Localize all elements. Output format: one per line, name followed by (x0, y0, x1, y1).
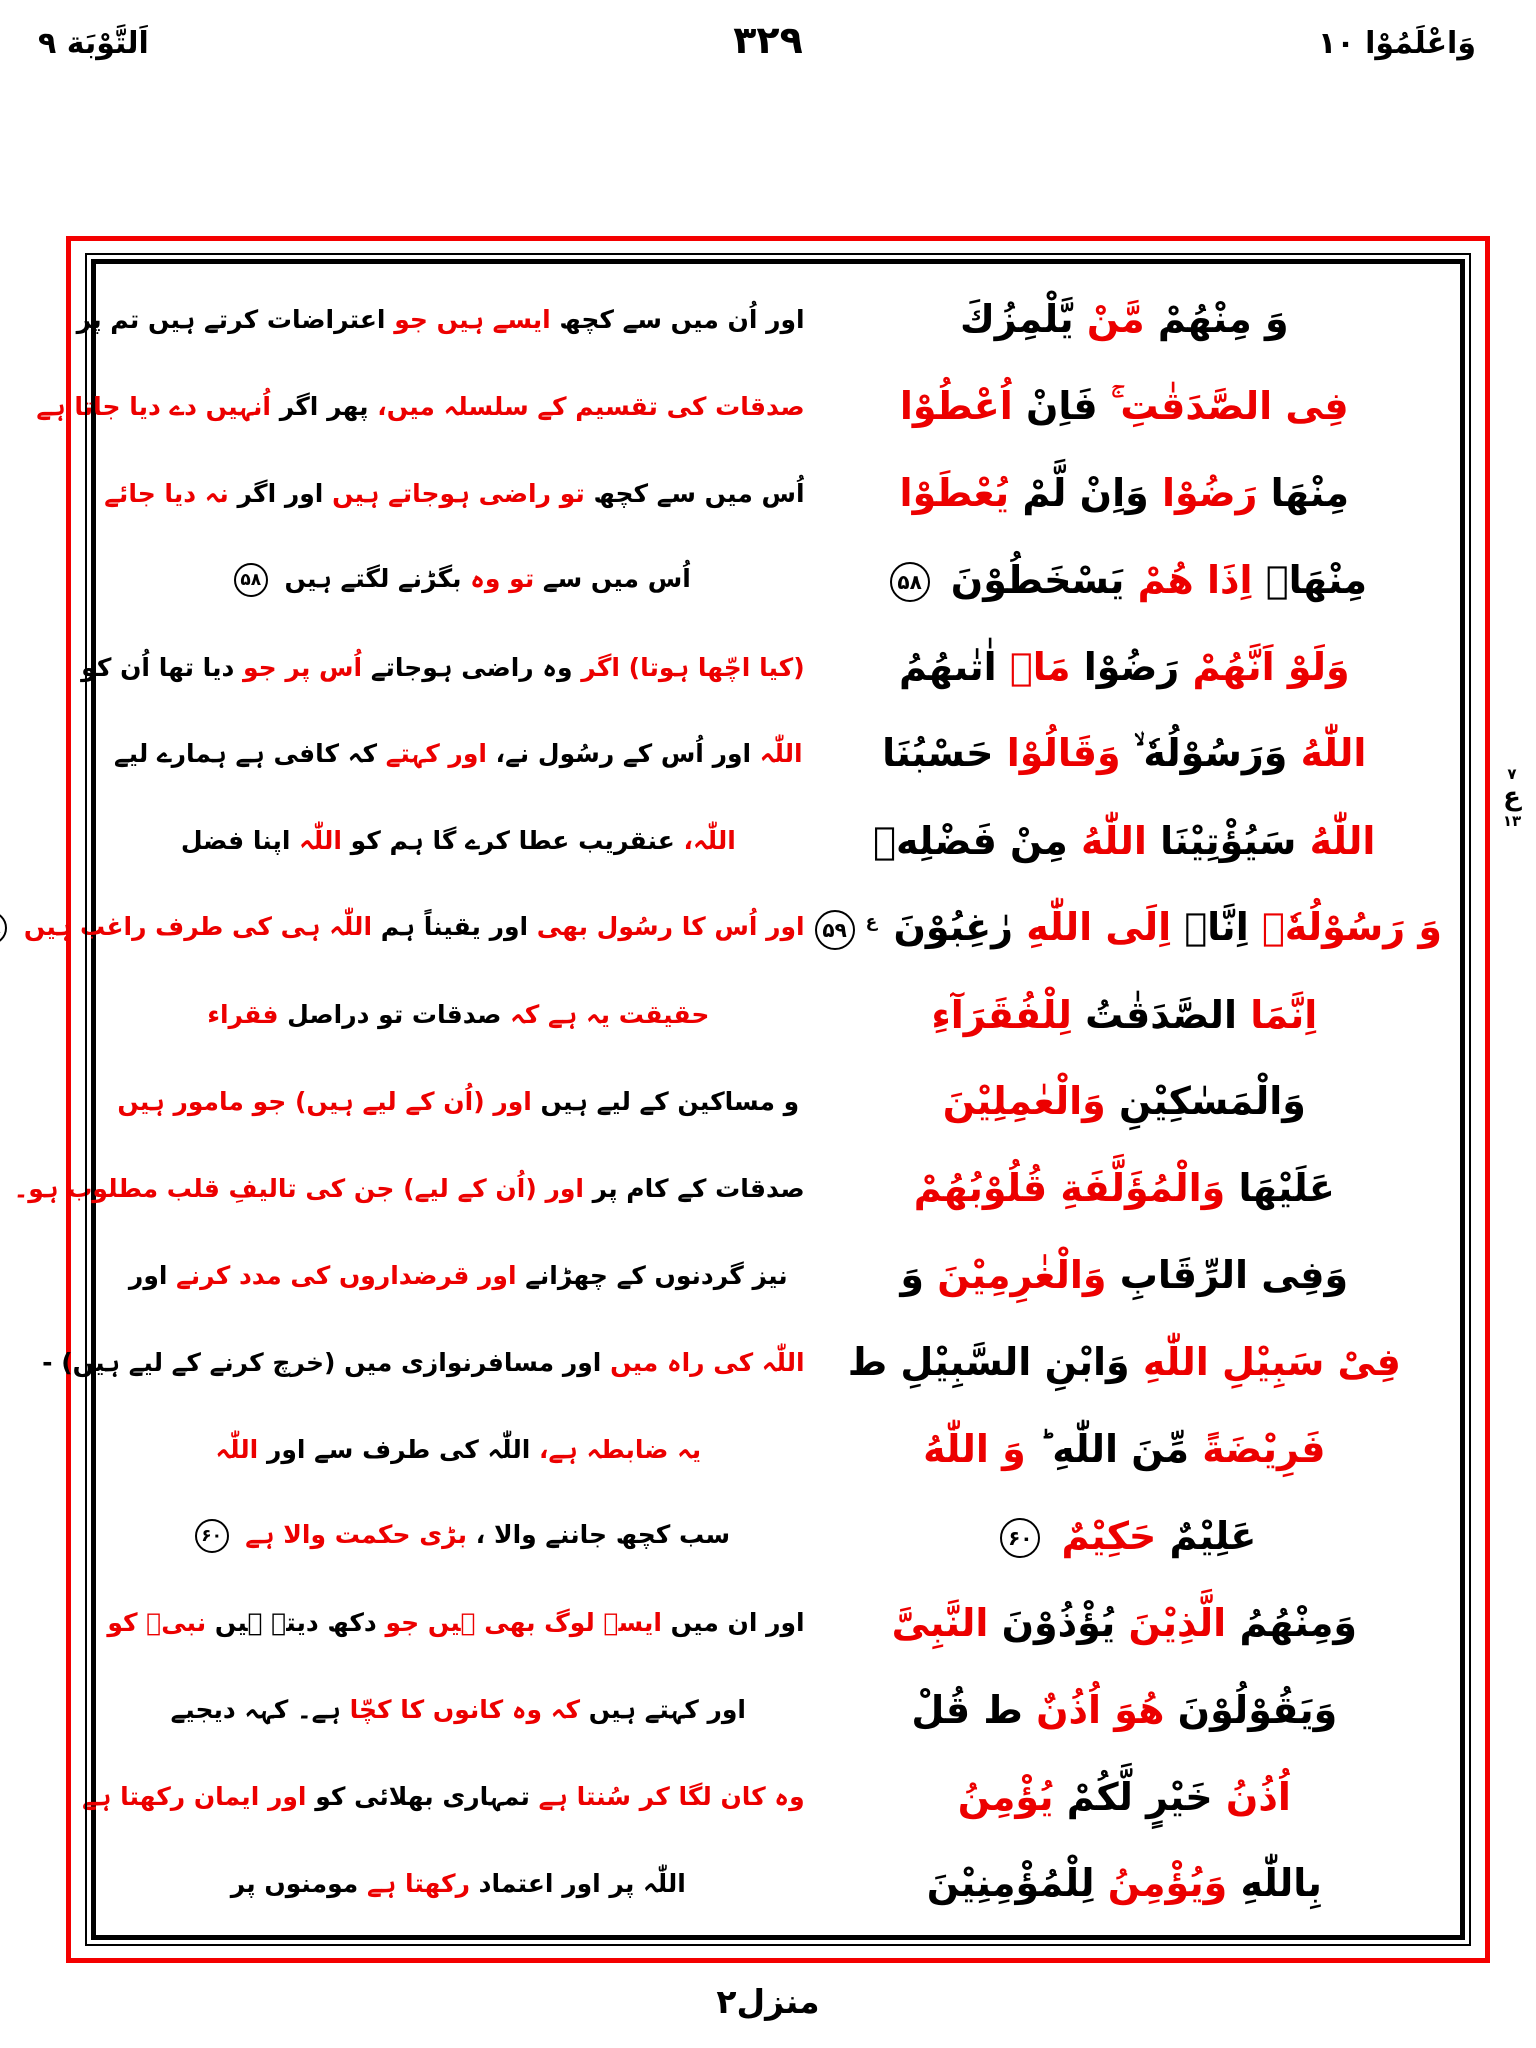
ruku-ain-symbol: ع (1503, 782, 1521, 813)
text-segment: الَّذِيْنَ (1115, 1600, 1227, 1645)
text-segment: رَضُوْا (1148, 471, 1258, 516)
urdu-translation-line (112, 563, 805, 597)
text-segment: فقراء (207, 1000, 279, 1030)
arabic-line (805, 1601, 1444, 1645)
arabic-line (805, 297, 1444, 341)
text-segment: یہ ضابطہ ہے، (530, 1434, 702, 1464)
arabic-line (805, 558, 1444, 603)
text-segment: اور اگر (228, 478, 324, 508)
ruku-margin-marker (1492, 766, 1532, 830)
text-segment: وَيُؤْمِنُ (1094, 1861, 1228, 1906)
arabic-line (805, 819, 1444, 863)
ayah-row (36, 363, 1444, 450)
text-segment: اللّٰهُ (1067, 818, 1147, 863)
text-segment: دکھ دیتے ہیں (206, 1608, 377, 1638)
text-segment: لِلْفُقَرَآءِ (931, 992, 1072, 1037)
text-segment: اور (128, 1260, 168, 1290)
text-segment: اور یقیناً ہم (372, 911, 529, 941)
text-segment: حَسْبُنَا (882, 731, 994, 776)
rows (13, 276, 1444, 1927)
text-segment: اللّٰہ (215, 1434, 259, 1464)
arabic-line (805, 905, 1444, 950)
verse-number-badge: ۵۹ (815, 910, 855, 950)
ruku-end-marker: ع (865, 911, 878, 932)
ayah-row (13, 1145, 1444, 1232)
text-segment: اِلَى اللّٰهِ (1013, 905, 1172, 950)
text-segment: الصَّدَقٰتُ (1071, 992, 1237, 1037)
ayah-row (107, 1579, 1444, 1666)
text-segment: سب کچھ جاننے والا ، (467, 1519, 731, 1549)
text-segment: اِنَّاۤ (1171, 905, 1249, 950)
text-segment: اللّٰہ ہی کی طرف راغب ہیں (15, 911, 373, 941)
text-segment: مِنْ فَضْلِهٖ (873, 818, 1068, 863)
text-segment: سَيُؤْتِيْنَا (1146, 818, 1297, 863)
text-segment: وَرَسُوْلُهٗ ۙ (1120, 731, 1288, 776)
text-segment: و مساکین کے لیے ہیں (531, 1086, 800, 1116)
text-segment: تو راضی ہوجاتے ہیں (323, 478, 585, 508)
text-segment: النَّبِیَّ (891, 1600, 989, 1645)
text-segment: پھر اگر (271, 391, 369, 421)
urdu-translation-line (112, 1000, 805, 1029)
text-segment: وَالْمُؤَلَّفَةِ قُلُوْبُهُمْ (913, 1166, 1226, 1211)
text-segment: وہ راضی ہوجاتے (362, 652, 573, 682)
text-segment: نہ دیا جائے (104, 478, 229, 508)
text-segment: عَلَيْهَا (1225, 1166, 1335, 1211)
text-segment: اللّٰہ کی راہ میں (601, 1347, 805, 1377)
text-segment: اُس میں سے (534, 564, 691, 594)
text-segment: فِی الصَّدَقٰتِ ۚ (1097, 383, 1349, 428)
urdu-translation-line (104, 478, 805, 508)
arabic-line (805, 1166, 1444, 1210)
ayah-row (112, 537, 1444, 624)
urdu-translation-line (112, 1519, 805, 1553)
verse-number-badge: ۵۸ (890, 562, 930, 602)
text-segment: يُعْطَوْا (899, 471, 1010, 516)
ayah-row (42, 1319, 1444, 1406)
arabic-line (805, 993, 1444, 1037)
text-segment: وَالْعٰمِلِيْنَ (942, 1079, 1106, 1124)
text-segment: يُؤْمِنُ (957, 1774, 1054, 1819)
ayah-row (15, 884, 1444, 971)
text-segment: مِنْهَا (1257, 471, 1350, 516)
text-segment: اُس پر جو (234, 652, 363, 682)
urdu-translation-line (112, 1261, 805, 1290)
text-segment: مِّنَ اللّٰهِ ؕ (1025, 1427, 1190, 1472)
text-segment: وَفِی الرِّقَابِ (1106, 1253, 1349, 1298)
header-surah-name: اَلتَّوْبَة ۹ (38, 26, 149, 61)
text-segment: اللّٰہ، (674, 826, 736, 856)
text-segment: يُؤْذُوْنَ (988, 1600, 1116, 1645)
urdu-translation-line (76, 304, 805, 334)
text-segment: اِنَّمَا (1236, 992, 1318, 1037)
text-segment: يَسْخَطُوْنَ (937, 557, 1125, 602)
text-segment: اُعْطُوْا (899, 383, 1013, 428)
text-segment: تو وہ (461, 564, 535, 594)
urdu-translation-line (15, 911, 805, 945)
text-segment: اور قرضداروں کی مدد کرنے (167, 1260, 517, 1290)
arabic-line (805, 1427, 1444, 1471)
text-segment: نبیؐ کو (107, 1608, 207, 1638)
verse-number-badge: ۵۸ (234, 563, 268, 597)
page-frame-red (13, 236, 1490, 1963)
verse-number-badge: ۶۰ (1000, 1518, 1040, 1558)
text-segment: صدقات کی تقسیم کے سلسلہ میں، (368, 391, 805, 421)
ruku-number-bottom: ۱۳ (1502, 812, 1522, 831)
arabic-line (805, 1688, 1444, 1732)
text-segment: صدقات تو دراصل (278, 1000, 502, 1030)
text-segment: عنقریب عطا کرے گا ہم کو (341, 826, 675, 856)
ayah-row (112, 1840, 1444, 1927)
text-segment: وَالْمَسٰكِيْنِ (1105, 1079, 1306, 1124)
text-segment: اللّٰہ کی طرف سے اور (258, 1434, 531, 1464)
text-segment: تمہاری بھلائی کو (306, 1782, 530, 1812)
arabic-line (805, 1514, 1444, 1559)
text-segment: اٰتٰىهُمُ (899, 645, 997, 689)
text-segment: اعتراضات کرتے ہیں تم پر (76, 304, 386, 334)
urdu-translation-line (42, 1347, 805, 1377)
text-segment: فَاِنْ (1012, 383, 1098, 428)
text-segment: ایسے لوگ بھی ہیں جو (376, 1608, 662, 1638)
ayah-row (112, 1406, 1444, 1493)
header-page-number: ۳۲۹ (733, 18, 803, 62)
text-segment: اور اُن میں سے کچھ (550, 304, 805, 334)
text-segment: يَّلْمِزُكَ (959, 297, 1074, 342)
text-segment: اُس میں سے کچھ (584, 478, 805, 508)
ayah-row (82, 1753, 1444, 1840)
text-segment: اور (اُن کے لیے) جن کی تالیفِ قلب مطلوب ہو۔ (13, 1173, 584, 1203)
text-segment: اور کہتے (376, 739, 487, 769)
urdu-translation-line (112, 1869, 805, 1898)
text-segment: مومنوں پر (230, 1868, 359, 1898)
text-segment: هُوَ اُذُنٌ (1022, 1687, 1165, 1732)
text-segment: صدقات کے کام پر (583, 1173, 805, 1203)
urdu-translation-line (112, 826, 805, 855)
text-segment: وَ اللّٰهُ (923, 1427, 1026, 1472)
urdu-translation-line (82, 1782, 805, 1812)
text-segment: اور کہتے ہیں (579, 1695, 746, 1725)
text-segment: مِنْهَاۤ (1252, 557, 1368, 602)
text-segment: وَيَقُوْلُوْنَ (1164, 1687, 1338, 1732)
ayah-row (112, 971, 1444, 1058)
text-segment: اور اُس کے رسُول نے، (486, 739, 752, 769)
text-segment: وَلَوْ اَنَّهُمْ (1179, 645, 1350, 689)
text-segment: رَضُوْا (1070, 645, 1180, 689)
text-segment: (کیا اچّھا ہوتا) اگر (572, 652, 805, 682)
header-juz-name: وَاعْلَمُوْا ۱۰ (1318, 26, 1476, 61)
ayah-row (112, 797, 1444, 884)
arabic-line (805, 1775, 1444, 1819)
text-segment: وَمِنْهُمُ (1226, 1600, 1357, 1645)
urdu-translation-line (107, 1608, 805, 1638)
text-segment: اللّٰہ پر اور اعتماد (469, 1868, 686, 1898)
text-segment: حقیقت یہ ہے کہ (501, 1000, 710, 1030)
text-segment: وَابْنِ السَّبِيْلِ ط (847, 1340, 1130, 1385)
text-segment: ایسے ہیں جو (385, 304, 551, 334)
text-segment: وَقَالُوْا (993, 731, 1121, 776)
ayah-row (81, 624, 1444, 711)
arabic-line (805, 731, 1444, 776)
text-segment: مَّنْ (1073, 297, 1145, 342)
text-segment: وَ رَسُوْلُهٗۤ (1248, 905, 1442, 950)
text-segment: اللّٰهُ (1296, 818, 1376, 863)
text-segment: ہے۔ کہہ دیجیے (170, 1695, 341, 1725)
arabic-line (805, 471, 1444, 515)
ayah-row (104, 450, 1444, 537)
text-segment: کہ کافی ہے ہمارے لیے (114, 739, 377, 769)
footer-manzil-label: منزل۲ (716, 1982, 820, 2021)
ayah-row (112, 1492, 1444, 1579)
text-segment: عَلِيْمٌ (1156, 1513, 1257, 1558)
text-segment: اُنہیں دے دیا جاتا ہے (36, 391, 271, 421)
ayah-row (112, 710, 1444, 797)
arabic-line (805, 645, 1444, 689)
text-segment: نیز گردنوں کے چھڑانے (516, 1260, 788, 1290)
text-segment: وہ کان لگا کر سُنتا ہے (529, 1782, 805, 1812)
urdu-translation-line (112, 1087, 805, 1116)
ayah-row (112, 1666, 1444, 1753)
text-segment: اُذُنُ (1212, 1774, 1291, 1819)
text-segment: کہ وہ کانوں کا کچّا (340, 1695, 580, 1725)
text-segment: لِلْمُؤْمِنِيْنَ (926, 1861, 1095, 1906)
urdu-translation-line (112, 1435, 805, 1464)
urdu-translation-line (36, 391, 805, 421)
text-segment: اللّٰهُ (1287, 731, 1367, 776)
text-segment: حَكِيْمٌ (1048, 1513, 1157, 1558)
text-segment: فَرِيْضَةً (1189, 1427, 1326, 1472)
arabic-line (805, 1340, 1444, 1384)
text-segment: رٰغِبُوْنَ (880, 905, 1014, 950)
verse-number-badge: ۶۰ (195, 1519, 229, 1553)
text-segment: وَاِنْ لَّمْ (1009, 471, 1149, 516)
text-segment: اور (اُن کے لیے ہیں) جو مامور ہیں (117, 1086, 532, 1116)
arabic-line (805, 1079, 1444, 1123)
urdu-translation-line (13, 1173, 805, 1203)
text-segment: وَالْغٰرِمِيْنَ (924, 1253, 1107, 1298)
ayah-row (112, 1232, 1444, 1319)
text-segment: دیا تھا اُن کو (81, 652, 235, 682)
text-segment: اللّٰہ (290, 826, 342, 856)
text-segment: وَ مِنْهُمْ (1144, 297, 1289, 342)
page-frame-black (13, 259, 1465, 1940)
text-segment: مَاۤ (996, 645, 1071, 689)
arabic-line (805, 1253, 1444, 1297)
arabic-line (805, 384, 1444, 429)
ayah-row (76, 276, 1444, 363)
urdu-translation-line (112, 1695, 805, 1724)
text-segment: اللّٰہ (751, 739, 803, 769)
text-segment: اِذَا هُمْ (1124, 557, 1253, 602)
arabic-line (805, 1861, 1444, 1905)
text-segment: ط قُلْ (911, 1687, 1023, 1732)
text-segment: بڑی حکمت والا ہے (236, 1519, 468, 1549)
urdu-translation-line (112, 739, 805, 768)
text-segment: فِیْ سَبِيْلِ اللّٰهِ (1129, 1340, 1401, 1385)
text-segment: رکھتا ہے (358, 1868, 470, 1898)
ruku-number-top: ۷ (1507, 765, 1517, 783)
text-segment: اور مسافرنوازی میں (خرچ کرنے کے لیے ہیں) - (42, 1347, 602, 1377)
ayah-row (112, 1058, 1444, 1145)
text-segment: اور ایمان رکھتا ہے (82, 1782, 307, 1812)
text-segment: اور ان میں (661, 1608, 805, 1638)
text-segment: اور اُس کا رسُول بھی (528, 911, 805, 941)
urdu-translation-line (81, 652, 805, 682)
text-segment: خَيْرٍ لَّكُمْ (1053, 1774, 1213, 1819)
text-segment: وَ (900, 1253, 925, 1298)
text-segment: بِاللّٰهِ (1227, 1861, 1322, 1906)
text-segment: اپنا فضل (180, 826, 291, 856)
text-segment: بگڑنے لگتے ہیں (275, 564, 462, 594)
verse-number-badge (0, 911, 7, 945)
